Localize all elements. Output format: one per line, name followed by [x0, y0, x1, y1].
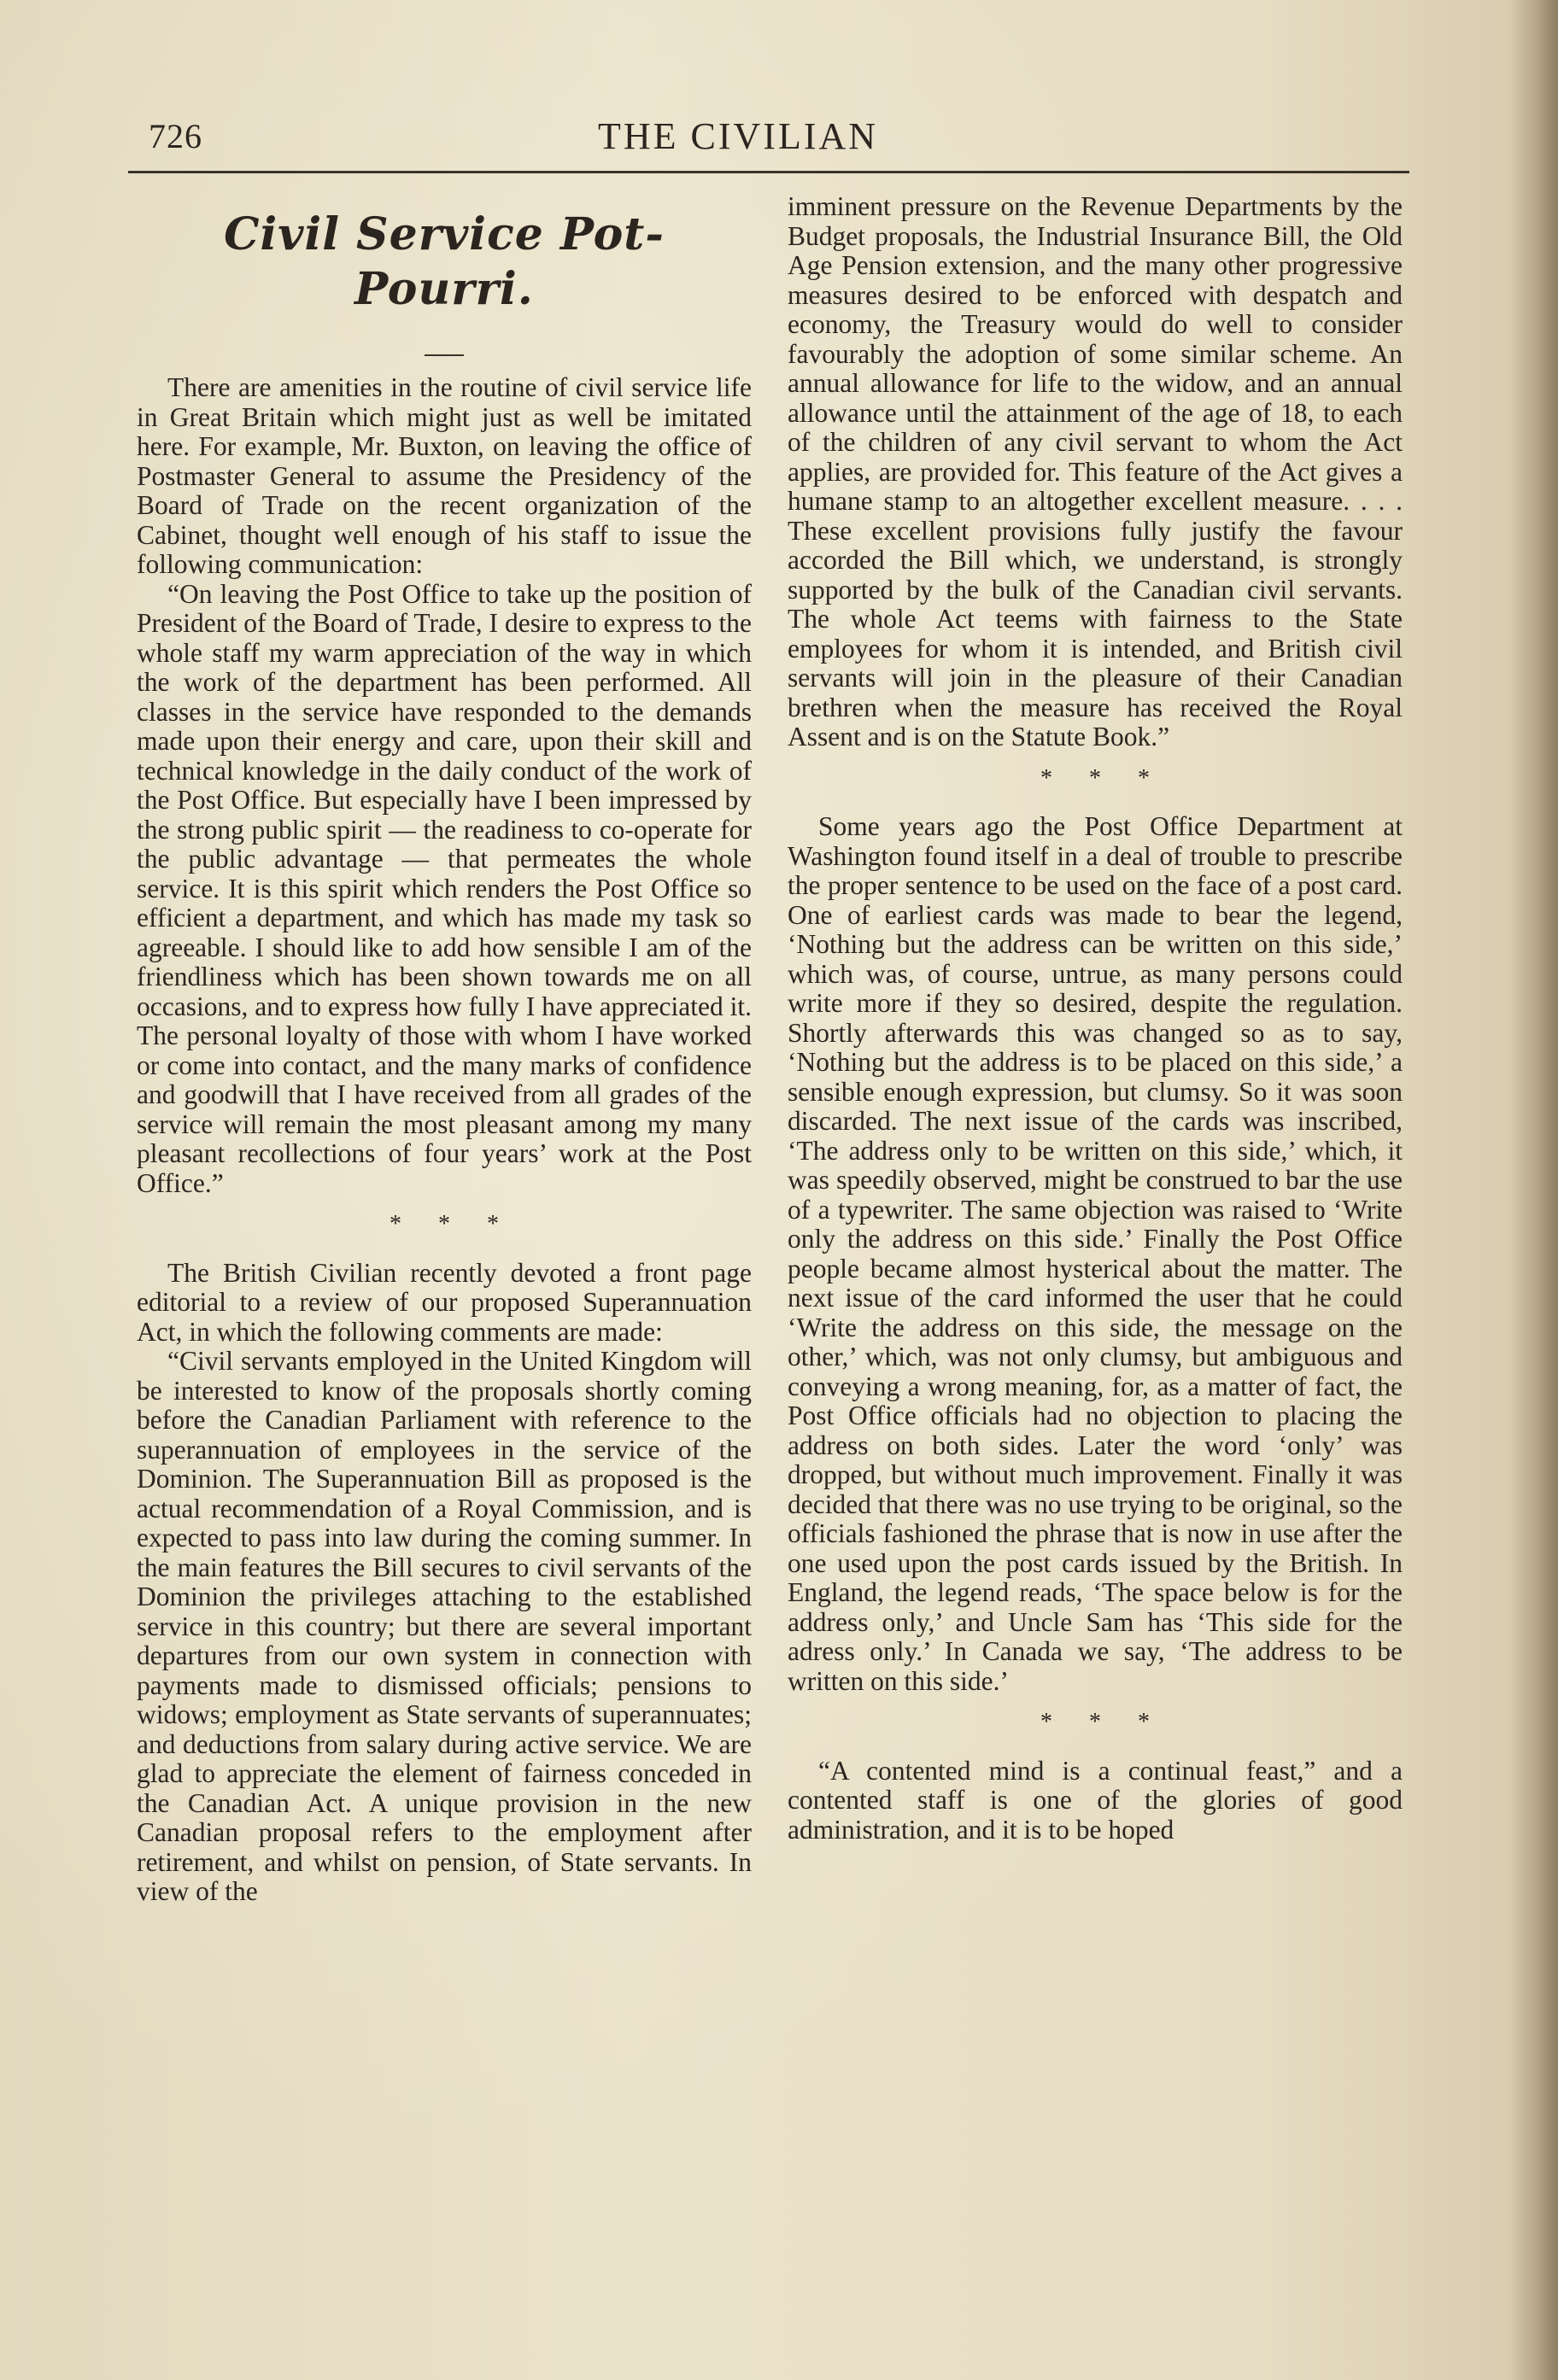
paragraph-buxton-letter: “On leaving the Post Office to take up the position of President of the Board of Trade, I desire to express to the whole staff my warm appreciation of the way in which the work of the department has been performed. All classes in the service have responded to the demands made upon their energy and care, upon their skill and technical knowledge in the daily conduct of the work of the Post Office. But especially have I been impressed by the strong public spirit — the readiness to co-operate for the public advantage — that permeates the whole service. It is this spirit which renders the Post Office so efficient a department, and which has made my task so agreeable. I should like to add how sensible I am of the friendliness which has been shown towards me on all occasions, and to express how fully I have appreciated it. The personal loyalty of those with whom I have worked or come into contact, and the many marks of confidence and goodwill that I have received from all grades of the service will remain the most pleasant among my many pleasant recollections of four years’ work at the Post Office.” [137, 578, 752, 1198]
article-title: Civil Service Pot-Pourri. [224, 208, 665, 315]
title-dash-divider [137, 339, 752, 356]
running-head-title: THE CIVILIAN [598, 115, 879, 157]
paragraph-superannuation-continued: imminent pressure on the Revenue Departments by the Budget proposals, the Industrial Insurance Bill, the Old Age Pension extension, and the many other progressive measures desired to be enforced with despatch and economy, the Treasury would do well to consider favourably the adoption of some similar scheme. An annual allowance for life to the widow, and an annual allowance until the attainment of the age of 18, to each of the children of any civil servant to whom the Act applies, are provided for. This feature of the Act gives a humane stamp to an altogether excellent measure. . . . These excellent provisions fully justify the favour accorded the Bill which, we understand, is strongly supported by the bulk of the Canadian civil servants. The whole Act teems with fairness to the State employees for whom it is intended, and British civil servants will join in the pleasure of their Canadian brethren when the measure has received the Royal Assent and is on the Statute Book.” [788, 191, 1403, 751]
paragraph-superannuation-quote: “Civil servants employed in the United Kingdom will be interested to know of the proposals shortly coming before the Canadian Parliament with reference to the superannuation of employees in the service of the Dominion. The Superannuation Bill as proposed is the actual recommendation of a Royal Commission, and is expected to pass into law during the coming summer. In the main features the Bill secures to civil servants of the Dominion the privileges attaching to the established service in this country; but there are several important departures from our own system in connection with payments made to dismissed officials; pensions to widows; employment as State servants of superannuates; and deductions from salary during active service. We are glad to appreciate the element of fairness conceded in the Canadian Act. A unique provision in the new Canadian proposal refers to the employment after retirement, and whilst on pension, of State servants. In view of the [137, 1346, 752, 1906]
paragraph-amenities: There are amenities in the routine of civil service life in Great Britain which might just as well be imitated here. For example, Mr. Buxton, on leaving the office of Postmaster General to assume the Presidency of the Board of Trade on the recent organization of the Cabinet, thought well enough of his staff to issue the following communication: [137, 372, 752, 579]
header-rule [128, 171, 1409, 173]
left-column [137, 192, 752, 1907]
section-separator: * * * [1040, 764, 1165, 792]
right-column [788, 192, 1403, 1845]
page-edge-shadow [1507, 0, 1558, 2380]
paragraph-british-civilian: The British Civilian recently devoted a front page editorial to a review of our proposed Superannuation Act, in which the following comments are made: [137, 1257, 752, 1347]
page-number: 726 [149, 117, 202, 155]
paragraph-contented-staff: “A contented mind is a continual feast,” and a contented staff is one of the glories of good administration, and it is to be hoped [788, 1755, 1403, 1845]
section-separator: * * * [390, 1211, 514, 1237]
paragraph-post-card: Some years ago the Post Office Department at Washington found itself in a deal of trouble to prescribe the proper sentence to be used on the face of a post card. One of earliest cards was made to bear the legend, ‘Nothing but the address can be written on this side,’ which was, of course, untrue, as many persons could write more if they so desired, despite the regulation. Shortly afterwards this was changed so as to say, ‘Nothing but the address is to be placed on this side,’ a sensible enough expression, but clumsy. So it was soon discarded. The next issue of the cards was inscribed, ‘The address only to be written on this side,’ which, it was speedily observed, might be construed to bar the use of a typewriter. The same objection was raised to ‘Write only the address on this side.’ Finally the Post Office people became almost hysterical about the matter. The next issue of the card informed the user that he could ‘Write the address on this side, the message on the other,’ which, was not only clumsy, but ambiguous and conveying a wrong meaning, for, as a matter of fact, the Post Office officials had no objection to placing the address on both sides. Later the word ‘only’ was dropped, but without much improvement. Finally it was decided that there was no use trying to be original, so the officials fashioned the phrase that is now in use after the one used upon the post cards issued by the British. In England, the legend reads, ‘The space below is for the address only,’ and Uncle Sam has ‘This side for the adress only.’ In Canada we say, ‘The address to be written on this side.’ [788, 811, 1403, 1696]
section-separator: * * * [1040, 1709, 1165, 1735]
